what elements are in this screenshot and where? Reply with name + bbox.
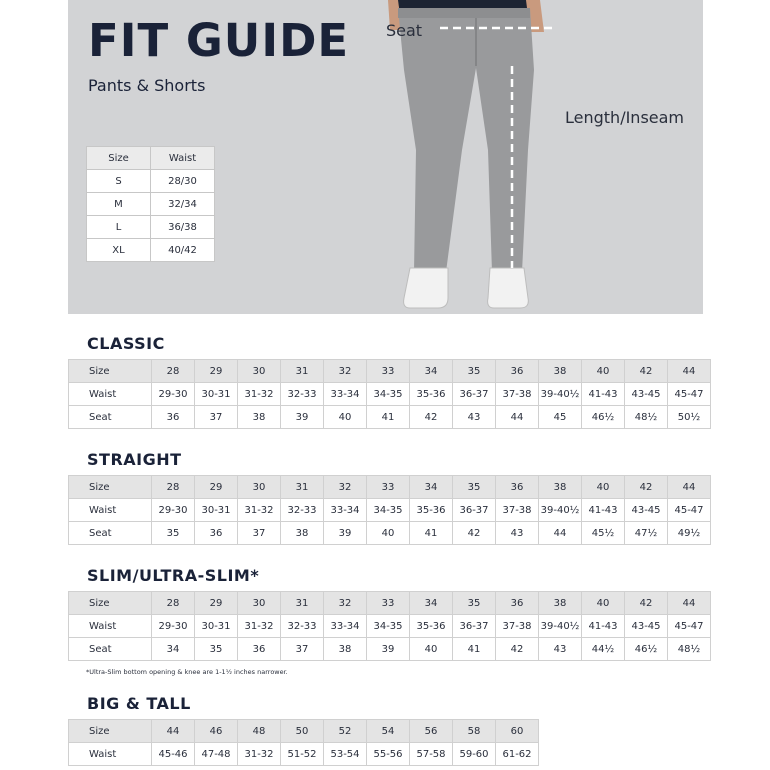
table-cell: 34-35 bbox=[367, 383, 410, 406]
table-row-seat bbox=[69, 406, 711, 429]
row-label: Waist bbox=[69, 383, 152, 406]
table-cell: 32 bbox=[324, 592, 367, 615]
table-cell: 28/30 bbox=[151, 170, 215, 193]
table-cell: 30 bbox=[238, 592, 281, 615]
table-row-seat bbox=[69, 638, 711, 661]
table-cell: 60 bbox=[496, 720, 539, 743]
table-cell: 41 bbox=[453, 638, 496, 661]
table-cell: 45-47 bbox=[668, 383, 711, 406]
table-header-cell: Size bbox=[87, 147, 151, 170]
table-cell: 35 bbox=[453, 476, 496, 499]
section-heading-classic: CLASSIC bbox=[87, 334, 165, 353]
table-cell: 47½ bbox=[625, 522, 668, 545]
table-row-waist bbox=[69, 615, 711, 638]
table-cell: 47-48 bbox=[195, 743, 238, 766]
table-cell: 42 bbox=[625, 476, 668, 499]
table-cell: 36 bbox=[195, 522, 238, 545]
table-cell: 33-34 bbox=[324, 499, 367, 522]
table-cell: 34 bbox=[410, 592, 453, 615]
table-cell: 35 bbox=[453, 592, 496, 615]
table-cell: 41-43 bbox=[582, 499, 625, 522]
seat-label: Seat bbox=[386, 21, 423, 40]
table-cell: 29 bbox=[195, 476, 238, 499]
table-cell: 41 bbox=[367, 406, 410, 429]
table-cell: 32 bbox=[324, 360, 367, 383]
table-cell: 31-32 bbox=[238, 499, 281, 522]
table-cell: 56 bbox=[410, 720, 453, 743]
table-cell: 39 bbox=[324, 522, 367, 545]
table-cell: 31-32 bbox=[238, 383, 281, 406]
big-tall-size-table bbox=[68, 719, 539, 766]
table-cell: 35 bbox=[152, 522, 195, 545]
row-label: Waist bbox=[69, 499, 152, 522]
table-cell: 36-37 bbox=[453, 499, 496, 522]
straight-size-table bbox=[68, 475, 711, 545]
table-cell: XL bbox=[87, 239, 151, 262]
section-heading-big-tall: BIG & TALL bbox=[87, 694, 191, 713]
table-cell: 39 bbox=[281, 406, 324, 429]
table-cell: 51-52 bbox=[281, 743, 324, 766]
table-cell: 36 bbox=[496, 476, 539, 499]
table-cell: 29-30 bbox=[152, 499, 195, 522]
page-title: FIT GUIDE bbox=[88, 14, 350, 67]
table-cell: 43-45 bbox=[625, 383, 668, 406]
table-cell: 37 bbox=[281, 638, 324, 661]
table-cell: 44 bbox=[668, 360, 711, 383]
table-cell: 57-58 bbox=[410, 743, 453, 766]
table-cell: 40 bbox=[410, 638, 453, 661]
table-row-waist bbox=[69, 383, 711, 406]
table-cell: 32/34 bbox=[151, 193, 215, 216]
table-cell: 38 bbox=[539, 476, 582, 499]
table-cell: 46 bbox=[195, 720, 238, 743]
table-row bbox=[87, 216, 215, 239]
section-heading-slim: SLIM/ULTRA-SLIM* bbox=[87, 566, 260, 585]
table-cell: 31-32 bbox=[238, 743, 281, 766]
table-cell: 42 bbox=[410, 406, 453, 429]
table-cell: 41 bbox=[410, 522, 453, 545]
table-row bbox=[87, 193, 215, 216]
table-cell: 46½ bbox=[625, 638, 668, 661]
table-cell: 44 bbox=[539, 522, 582, 545]
table-cell: 30 bbox=[238, 476, 281, 499]
row-label: Seat bbox=[69, 638, 152, 661]
table-cell: 28 bbox=[152, 360, 195, 383]
section-heading-straight: STRAIGHT bbox=[87, 450, 182, 469]
table-row bbox=[87, 170, 215, 193]
table-cell: 44 bbox=[496, 406, 539, 429]
table-cell: 43-45 bbox=[625, 615, 668, 638]
table-cell: 32-33 bbox=[281, 499, 324, 522]
table-cell: 45-46 bbox=[152, 743, 195, 766]
table-cell: 37 bbox=[195, 406, 238, 429]
table-cell: 35 bbox=[453, 360, 496, 383]
table-cell: 33 bbox=[367, 592, 410, 615]
table-cell: 31 bbox=[281, 360, 324, 383]
table-cell: 42 bbox=[453, 522, 496, 545]
table-cell: 40/42 bbox=[151, 239, 215, 262]
table-cell: 45-47 bbox=[668, 499, 711, 522]
table-cell: 43 bbox=[453, 406, 496, 429]
table-cell: 43 bbox=[496, 522, 539, 545]
table-row-size bbox=[69, 592, 711, 615]
table-cell: 38 bbox=[324, 638, 367, 661]
table-cell: 55-56 bbox=[367, 743, 410, 766]
table-cell: 34 bbox=[410, 360, 453, 383]
table-cell: 30 bbox=[238, 360, 281, 383]
table-cell: 37-38 bbox=[496, 499, 539, 522]
table-cell: 58 bbox=[453, 720, 496, 743]
slim-size-table bbox=[68, 591, 711, 661]
table-cell: 40 bbox=[582, 476, 625, 499]
table-cell: 29 bbox=[195, 360, 238, 383]
footnote: *Ultra-Slim bottom opening & knee are 1-1½ inches narrower. bbox=[86, 668, 288, 676]
table-cell: 36/38 bbox=[151, 216, 215, 239]
pants-figure-illustration bbox=[388, 0, 688, 314]
table-row-waist bbox=[69, 743, 539, 766]
table-cell: 34 bbox=[152, 638, 195, 661]
table-cell: 59-60 bbox=[453, 743, 496, 766]
waistband-shape bbox=[398, 8, 530, 18]
table-cell: 42 bbox=[625, 592, 668, 615]
row-label: Seat bbox=[69, 406, 152, 429]
shoe-right-shape bbox=[488, 268, 529, 308]
table-cell: 36 bbox=[496, 592, 539, 615]
table-cell: 34-35 bbox=[367, 499, 410, 522]
page-subtitle: Pants & Shorts bbox=[88, 76, 206, 95]
table-cell: 32-33 bbox=[281, 383, 324, 406]
table-cell: 42 bbox=[496, 638, 539, 661]
hero-panel bbox=[68, 0, 703, 314]
table-cell: 40 bbox=[367, 522, 410, 545]
table-row-size bbox=[69, 476, 711, 499]
row-label: Waist bbox=[69, 743, 152, 766]
table-cell: M bbox=[87, 193, 151, 216]
table-cell: 34-35 bbox=[367, 615, 410, 638]
table-row bbox=[87, 239, 215, 262]
table-cell: 31 bbox=[281, 592, 324, 615]
table-cell: 31-32 bbox=[238, 615, 281, 638]
table-cell: 35-36 bbox=[410, 383, 453, 406]
table-cell: 32-33 bbox=[281, 615, 324, 638]
table-cell: 50½ bbox=[668, 406, 711, 429]
table-cell: 45 bbox=[539, 406, 582, 429]
table-row-seat bbox=[69, 522, 711, 545]
table-cell: 40 bbox=[324, 406, 367, 429]
table-cell: 42 bbox=[625, 360, 668, 383]
table-cell: 36 bbox=[496, 360, 539, 383]
classic-size-table bbox=[68, 359, 711, 429]
table-cell: 40 bbox=[582, 360, 625, 383]
table-cell: 28 bbox=[152, 476, 195, 499]
table-cell: 39-40½ bbox=[539, 499, 582, 522]
table-cell: 37-38 bbox=[496, 383, 539, 406]
table-header-row bbox=[87, 147, 215, 170]
table-cell: 35-36 bbox=[410, 615, 453, 638]
table-cell: 43 bbox=[539, 638, 582, 661]
table-cell: 33-34 bbox=[324, 383, 367, 406]
table-cell: 30-31 bbox=[195, 499, 238, 522]
shoe-left-shape bbox=[404, 268, 448, 308]
length-inseam-label: Length/Inseam bbox=[565, 108, 685, 127]
table-cell: 38 bbox=[281, 522, 324, 545]
table-cell: 33 bbox=[367, 360, 410, 383]
table-cell: 40 bbox=[582, 592, 625, 615]
table-cell: 48½ bbox=[625, 406, 668, 429]
table-cell: 46½ bbox=[582, 406, 625, 429]
table-cell: 29-30 bbox=[152, 383, 195, 406]
table-cell: 45-47 bbox=[668, 615, 711, 638]
table-cell: 52 bbox=[324, 720, 367, 743]
row-label: Waist bbox=[69, 615, 152, 638]
table-cell: 36 bbox=[152, 406, 195, 429]
row-label: Size bbox=[69, 720, 152, 743]
table-cell: 38 bbox=[539, 360, 582, 383]
table-cell: 44½ bbox=[582, 638, 625, 661]
waist-size-table bbox=[86, 146, 215, 262]
table-cell: 29 bbox=[195, 592, 238, 615]
table-cell: S bbox=[87, 170, 151, 193]
table-cell: 61-62 bbox=[496, 743, 539, 766]
row-label: Seat bbox=[69, 522, 152, 545]
table-cell: 29-30 bbox=[152, 615, 195, 638]
table-cell: 39-40½ bbox=[539, 615, 582, 638]
table-cell: 35-36 bbox=[410, 499, 453, 522]
table-cell: 38 bbox=[238, 406, 281, 429]
table-cell: 33-34 bbox=[324, 615, 367, 638]
table-cell: 43-45 bbox=[625, 499, 668, 522]
table-row-size bbox=[69, 360, 711, 383]
table-cell: 48½ bbox=[668, 638, 711, 661]
table-cell: 44 bbox=[668, 592, 711, 615]
table-cell: 36-37 bbox=[453, 383, 496, 406]
table-header-cell: Waist bbox=[151, 147, 215, 170]
table-cell: 30-31 bbox=[195, 383, 238, 406]
table-cell: 39 bbox=[367, 638, 410, 661]
row-label: Size bbox=[69, 592, 152, 615]
table-cell: 31 bbox=[281, 476, 324, 499]
table-cell: 41-43 bbox=[582, 383, 625, 406]
table-cell: 36-37 bbox=[453, 615, 496, 638]
table-cell: 35 bbox=[195, 638, 238, 661]
table-cell: 32 bbox=[324, 476, 367, 499]
table-cell: 37-38 bbox=[496, 615, 539, 638]
table-cell: L bbox=[87, 216, 151, 239]
table-cell: 44 bbox=[152, 720, 195, 743]
row-label: Size bbox=[69, 360, 152, 383]
table-cell: 54 bbox=[367, 720, 410, 743]
table-row-size bbox=[69, 720, 539, 743]
table-cell: 33 bbox=[367, 476, 410, 499]
table-cell: 30-31 bbox=[195, 615, 238, 638]
table-cell: 38 bbox=[539, 592, 582, 615]
table-cell: 28 bbox=[152, 592, 195, 615]
table-cell: 48 bbox=[238, 720, 281, 743]
table-cell: 39-40½ bbox=[539, 383, 582, 406]
pants-shape bbox=[398, 8, 534, 272]
row-label: Size bbox=[69, 476, 152, 499]
table-cell: 41-43 bbox=[582, 615, 625, 638]
table-cell: 49½ bbox=[668, 522, 711, 545]
table-cell: 53-54 bbox=[324, 743, 367, 766]
table-cell: 34 bbox=[410, 476, 453, 499]
table-cell: 45½ bbox=[582, 522, 625, 545]
table-cell: 37 bbox=[238, 522, 281, 545]
table-cell: 44 bbox=[668, 476, 711, 499]
table-cell: 36 bbox=[238, 638, 281, 661]
table-row-waist bbox=[69, 499, 711, 522]
table-cell: 50 bbox=[281, 720, 324, 743]
